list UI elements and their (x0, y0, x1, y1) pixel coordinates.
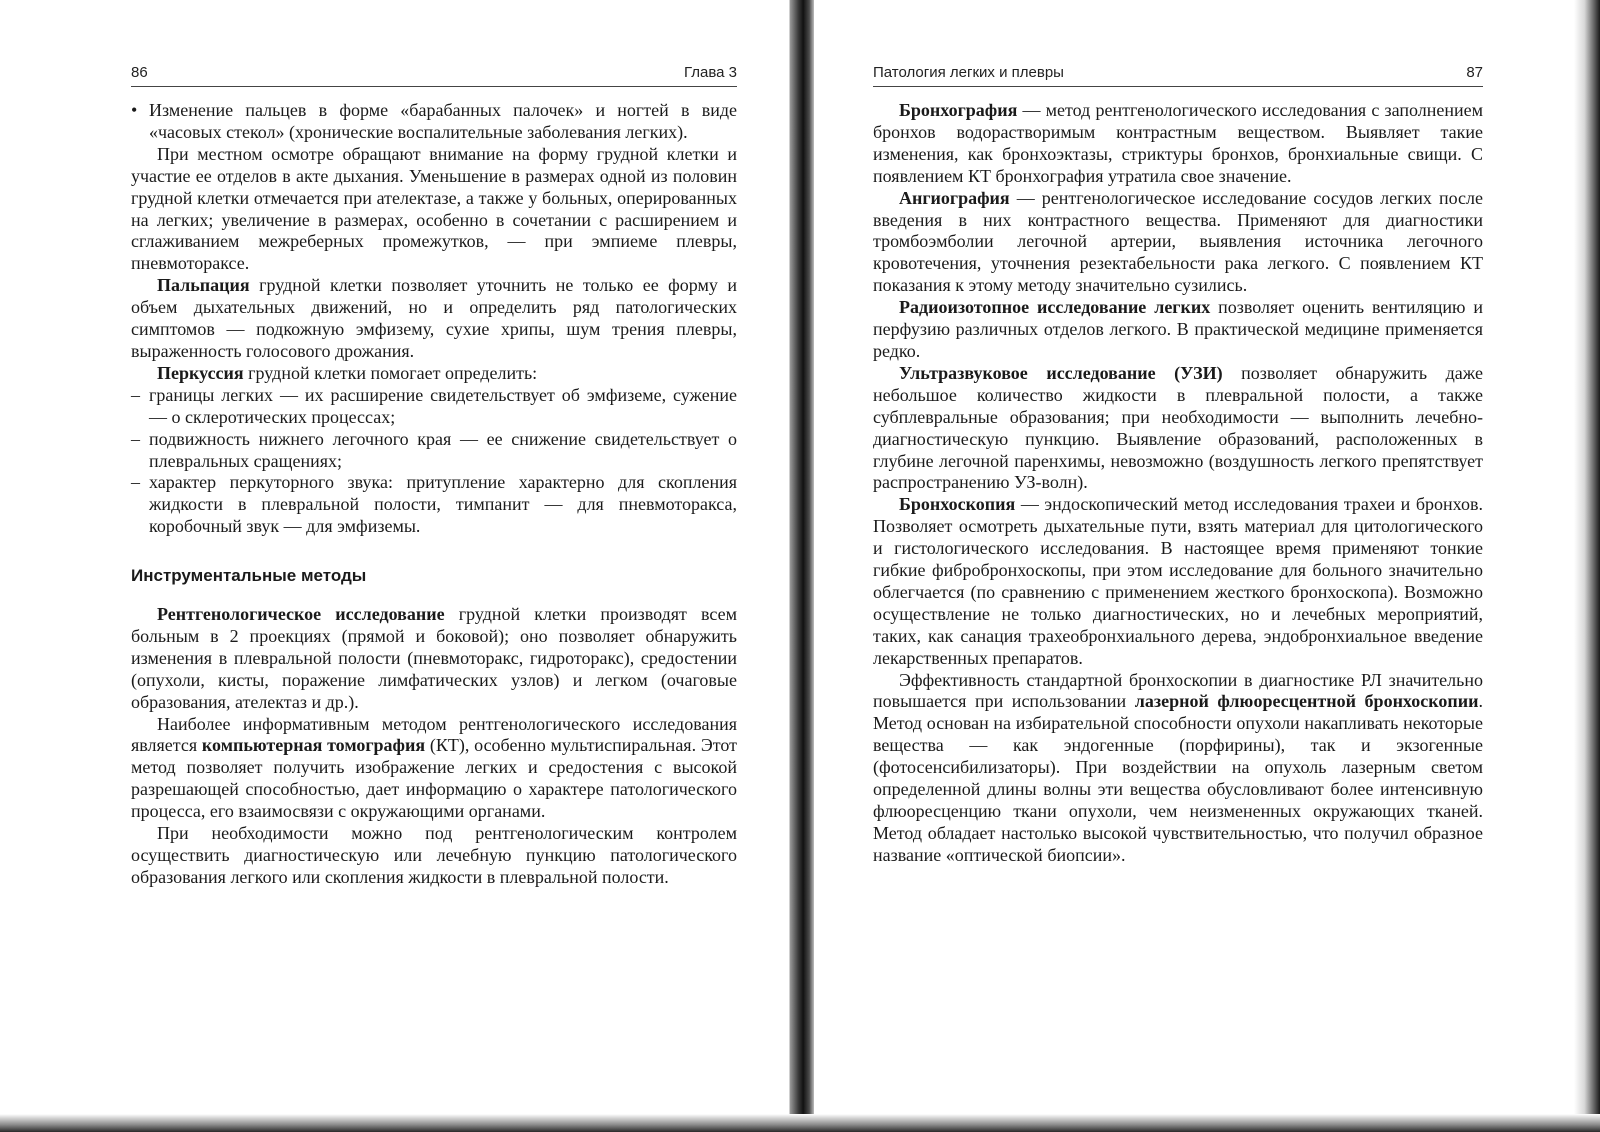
laser-text-before: Эффективность стандартной бронхоскопии в диагностике РЛ значительно повышается при использовании (873, 669, 1483, 712)
paragraph-inspection: При местном осмотре обращают внимание на форму грудной клетки и участие ее отделов в акте дыхания. Уменьшение в размерах одной из половин грудной клетки отмечается при ателектазе, а также у больных, оперированных на легких; увеличение в размерах, особенно в сочетании с расширением и сглаживанием межреберных промежутков, — при эмпиеме плевры, пневмотораксе. (131, 143, 737, 274)
left-page (0, 0, 790, 1132)
radioisotope-text: позволяет оценить вентиляцию и перфузию различных отделов легкого. В практической медицине применяется редко. (873, 297, 1483, 361)
page-number: 86 (131, 64, 148, 81)
angiography-text: — рентгенологическое исследование сосудов легких после введения в них контрастного вещества. Применяют для диагностики тромбоэмболии легочной артерии, выявления источника легочного кровотечения, уточнения резектабельности рака легкого. С появлением КТ показания к этому методу значительно сузились. (873, 187, 1483, 296)
bronchography-text: — метод рентгенологического исследования с заполнением бронхов водорастворимым контрастным веществом. Выявляет такие изменения, как бронхоэктазы, стриктуры бронхов, бронхиальные свищи. С появлением КТ бронхография утратила свое значение. (873, 100, 1483, 186)
section-heading: Инструментальные методы (131, 566, 367, 586)
dash-text: границы легких — их расширение свидетельствует об эмфиземе, сужение — о склеротических процессах; (149, 384, 737, 427)
paragraph-palpation (131, 275, 737, 363)
dash-list-item (131, 472, 737, 538)
paragraph-bronchoscopy (873, 494, 1483, 669)
bronchoscopy-text: — эндоскопический метод исследования трахеи и бронхов. Позволяет осмотреть дыхательные пути, взять материал для цитологического и гистологического исследования. В настоящее время применяют тонкие гибкие фибробронхоскопы, при этом исследование для больного значительно облегчается (по сравнению с применением жесткого бронхоскопа). Возможно осуществление не только диагностических, но и лечебных мероприятий, таких, как санация трахеобронхиального дерева, эндобронхиальное введение лекарственных препаратов. (873, 494, 1483, 668)
running-title: Патология легких и плевры (873, 64, 1064, 81)
dash-marker: – (131, 428, 140, 449)
dash-list-item (131, 429, 737, 473)
paragraph-bronchography (873, 100, 1483, 188)
right-page-body (873, 100, 1483, 867)
term-ultrasound: Ультразвуковое исследование (УЗИ) (899, 362, 1223, 383)
bullet-marker: • (131, 100, 138, 120)
term-palpation: Пальпация (157, 275, 250, 296)
paragraph-percussion (131, 363, 737, 385)
running-head-left (131, 64, 737, 87)
paragraph-ct (131, 714, 737, 824)
ct-text-after: (КТ), особенно мультиспиральная. Этот метод позволяет получить изображение легких и средостения с высокой разрешающей способностью, дает информацию о характере патологического процесса, его взаимосвязи с окружающими органами. (131, 735, 737, 822)
laser-text-after: . Метод основан на избирательной способности опухоли накапливать некоторые вещества — как эндогенные (порфирины), так и экзогенные (фотосенсибилизаторы). При воздействии на опухоль лазерным светом определенной длины волны эти вещества обусловливают более интенсивную флюоресценцию ткани опухоли, чем неизмененных окружающих тканей. Метод обладает настолько высокой чувствительностью, что получил образное название «оптической биопсии». (873, 691, 1483, 865)
dash-text: характер перкуторного звука: притупление характерно для скопления жидкости в плевральной полости, тимпанит — для пневмоторакса, коробочный звук — для эмфиземы. (149, 472, 737, 537)
paragraph-ultrasound (873, 363, 1483, 494)
dash-list-item (131, 385, 737, 429)
term-radioisotope: Радиоизотопное исследование легких (899, 297, 1211, 318)
dash-marker: – (131, 472, 140, 493)
page-edge-shadow (1574, 0, 1600, 1132)
ct-text-before: Наиболее информативным методом рентгенологического исследования является (131, 713, 737, 756)
term-angiography: Ангиография (899, 187, 1010, 208)
term-percussion: Перкуссия (157, 362, 244, 383)
paragraph-xray (131, 604, 737, 714)
left-page-body (131, 100, 737, 889)
running-head-right (873, 64, 1483, 87)
bullet-text: Изменение пальцев в форме «барабанных палочек» и ногтей в виде «часовых стекол» (хронические воспалительные заболевания легких). (149, 100, 737, 142)
bottom-edge-shadow (0, 1114, 1600, 1132)
book-gutter (790, 0, 814, 1132)
term-laser-bronchoscopy: лазерной флюоресцентной бронхоскопии (1134, 691, 1479, 712)
term-ct: компьютерная томография (201, 735, 426, 756)
ultrasound-text: позволяет обнаружить даже небольшое количество жидкости в плевральной полости, а также субплевральные образования; при необходимости — выполнить лечебно-диагностическую пункцию. Выявление образований, расположенных в глубине легочной паренхимы, невозможно (воздушность легкого препятствует распространению УЗ-волн). (873, 362, 1483, 493)
dash-text: подвижность нижнего легочного края — ее снижение свидетельствует о плевральных сращениях; (149, 428, 737, 471)
term-bronchoscopy: Бронхоскопия (899, 494, 1016, 515)
paragraph-angiography (873, 188, 1483, 298)
bullet-list-item (131, 100, 737, 144)
paragraph-laser-bronchoscopy (873, 670, 1483, 867)
palpation-text: грудной клетки позволяет уточнить не только ее форму и объем дыхательных движений, но и определить ряд патологических симптомов — подкожную эмфизему, сухие хрипы, шум трения плевры, выраженность голосового дрожания. (131, 275, 737, 361)
paragraph-radioisotope (873, 297, 1483, 363)
page-number: 87 (1466, 64, 1483, 81)
dash-marker: – (131, 384, 140, 405)
chapter-title: Глава 3 (683, 64, 737, 81)
xray-text: грудной клетки производят всем больным в 2 проекциях (прямой и боковой); оно позволяет обнаружить изменения в плевральной полости (пневмоторакс, гидроторакс), средостении (опухоли, кисты, поражение лимфатических узлов) и легком (очаговые образования, ателектаз и др.). (131, 604, 737, 712)
right-page (814, 0, 1600, 1132)
percussion-text: грудной клетки помогает определить: (243, 362, 538, 383)
term-bronchography: Бронхография (899, 100, 1018, 120)
paragraph-puncture: При необходимости можно под рентгенологическим контролем осуществить диагностическую или лечебную пункцию патологического образования легкого или скопления жидкости в плевральной полости. (131, 823, 737, 887)
term-xray: Рентгенологическое исследование (157, 604, 445, 625)
